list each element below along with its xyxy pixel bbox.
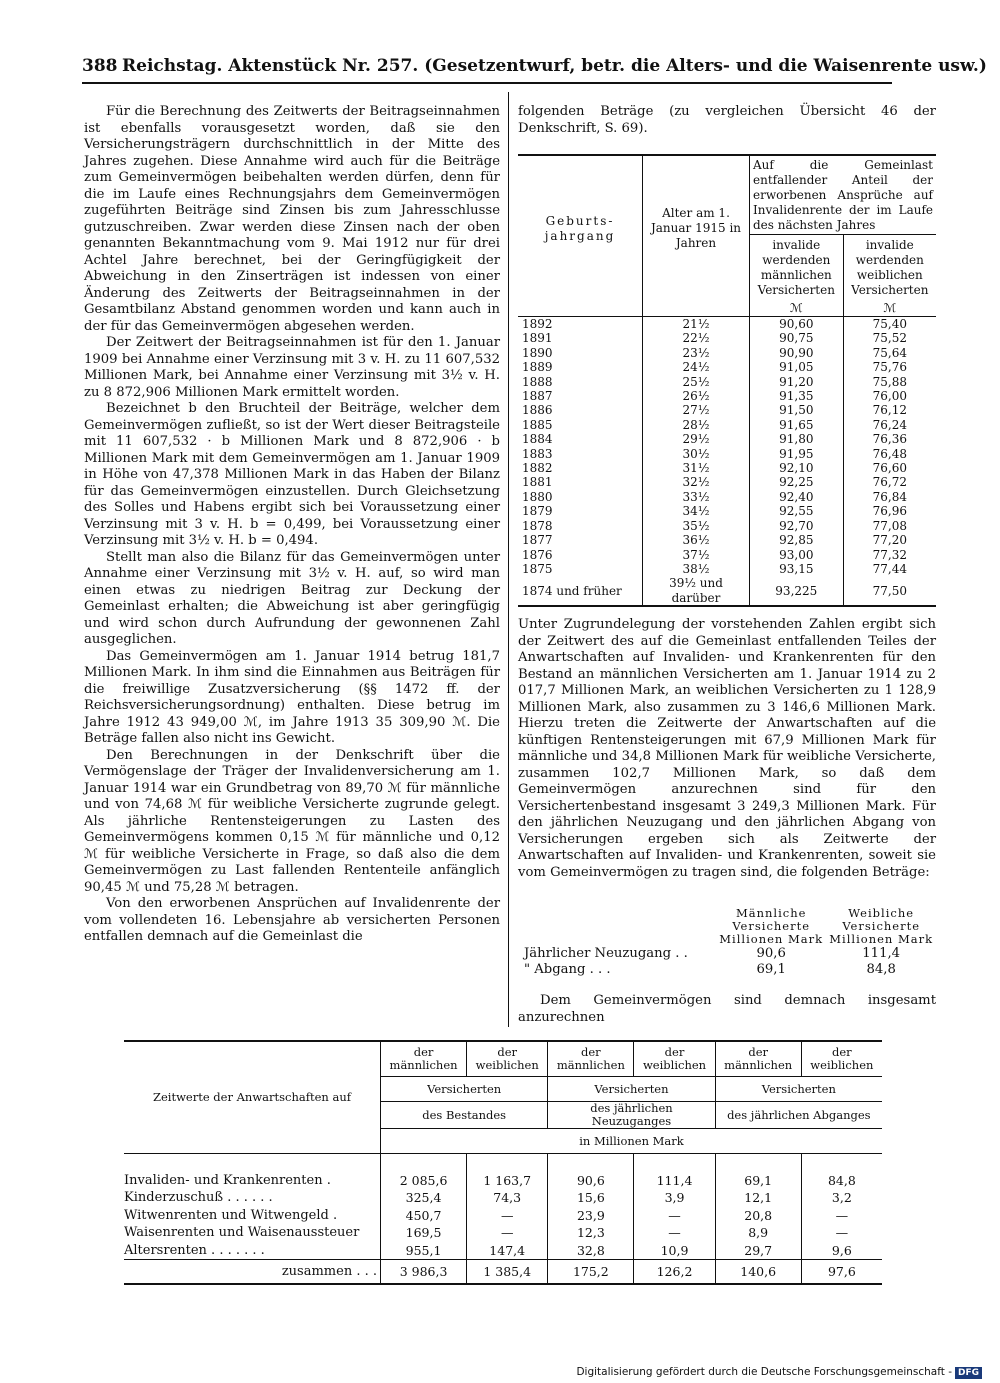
row-header: Zeitwerte der Anwartschaften auf [152, 1090, 352, 1104]
table-row [518, 403, 936, 417]
birth-year-cell: 1877 [522, 533, 553, 548]
female-value-cell: 111,4 [862, 946, 901, 961]
value-cell: — [634, 1207, 715, 1224]
male-value-cell: 92,55 [750, 504, 844, 518]
value-cell: 32,8 [548, 1242, 634, 1260]
value-cell: 450,7 [381, 1207, 467, 1224]
row-label: zusammen . . . [281, 1264, 377, 1280]
table-row [518, 533, 936, 547]
birth-year-cell: 1881 [522, 475, 553, 490]
value-cell: 15,6 [548, 1189, 634, 1206]
value-cell: 3,9 [634, 1189, 715, 1206]
birth-year-cell: 1882 [522, 461, 553, 476]
table-row [518, 389, 936, 403]
paragraph: Das Gemeinvermögen am 1. Januar 1914 betrug 181,7 Millionen Mark. In ihm sind die Einnahmen aus Beiträgen für die freiwillige Zusatzversicherung (§§ 1472 ff. der Reichsversicherungsordnung) enthalten. Diese betrug im Jahre 1912 43 949,00 ℳ, im Jahre 1913 35 309,90 ℳ. Die Beträge fallen also nicht ins Gewicht. [84, 648, 500, 746]
table-row [518, 432, 936, 446]
value-cell: 111,4 [634, 1172, 715, 1189]
age-cell: 34½ [643, 504, 750, 518]
female-value-cell: 77,32 [843, 548, 936, 562]
table-row [518, 490, 936, 504]
birth-year-cell: 1892 [522, 317, 553, 331]
summary-table [522, 907, 936, 978]
male-value-cell: 91,50 [750, 403, 844, 417]
female-value-cell: 77,20 [843, 533, 936, 547]
paragraph: Unter Zugrundelegung der vorstehenden Zahlen ergibt sich der Zeitwert des auf die Gemeinlast entfallenden Teiles der Anwartschaften auf Invaliden- und Krankenrenten für den Bestand an männlichen Versicherten am 1. Januar 1914 zu 2 017,7 Millionen Mark, an weiblichen Versicherten zu 1 128,9 Millionen Mark, also zusammen zu 3 146,6 Millionen Mark. Hierzu treten die Zeitwerte der Anwartschaften auf die künftigen Rentensteigerungen mit 67,9 Millionen Mark für männliche und 34,8 Millionen Mark für weibliche Versicherte, zusammen 102,7 Millionen Mark, so daß dem Gemeinvermögen anzurechnen sind für den Versichertenbestand insgesamt 3 249,3 Millionen Mark. Für den jährlichen Neuzugang und den jährlichen Abgang von Versicherungen ergeben sich als Zeitwerte der Anwartschaften auf Invaliden- und Krankenrenten, soweit sie vom Gemeinvermögen zu tragen sind, die folgenden Beträge: [518, 617, 936, 880]
table-row [518, 346, 936, 360]
value-cell: 126,2 [634, 1260, 715, 1285]
right-column-intro [518, 104, 936, 137]
right-column-text [518, 617, 936, 881]
age-cell: 22½ [643, 331, 750, 345]
female-value-cell: 84,8 [866, 962, 896, 977]
age-cell: 37½ [643, 548, 750, 562]
page-number: 388 [82, 56, 118, 76]
male-value-cell: 91,95 [750, 447, 844, 461]
male-value-cell: 93,225 [750, 576, 844, 606]
female-value-cell: 77,50 [843, 576, 936, 606]
male-value-cell: 90,90 [750, 346, 844, 360]
table-row [518, 418, 936, 432]
female-value-cell: 75,76 [843, 360, 936, 374]
birth-year-cell: 1891 [522, 331, 553, 346]
group-label: des Bestandes [381, 1102, 548, 1129]
male-value-cell: 92,25 [750, 475, 844, 489]
male-value-cell: 92,40 [750, 490, 844, 504]
male-label: der männlichen [715, 1041, 801, 1077]
paragraph: Stellt man also die Bilanz für das Gemeinvermögen unter Annahme einer Verzinsung mit 3½ v. H. auf, so wird man einen etwas zu niedrigen Beitrag zur Deckung der Gemeinlast erhalten; die Abweichung ist aber geringfügig und wird schon durch Aufrundung der gewonnenen Zahl ausgeglichen. [84, 549, 500, 647]
column-divider [508, 92, 509, 1027]
table-row [518, 504, 936, 518]
table-row [124, 1207, 882, 1224]
male-value-cell: 92,70 [750, 519, 844, 533]
total-row [124, 1260, 882, 1285]
male-header: invalide werdenden männlichen Versicherten [750, 235, 844, 302]
unit-female: ℳ [843, 301, 936, 317]
value-cell: — [801, 1224, 882, 1241]
value-cell: 3,2 [801, 1189, 882, 1206]
paragraph: Den Berechnungen in der Denkschrift über die Vermögenslage der Träger der Invalidenversicherung am 1. Januar 1914 war ein Grundbetrag von 89,70 ℳ für männliche und von 74,68 ℳ für weibliche Versicherte zugrunde gelegt. Als jährliche Rentensteigerungen zu Lasten des Gemeinvermögens kommen 0,15 ℳ für männliche und 0,12 ℳ für weibliche Versicherte in Frage, so daß also die dem Gemeinvermögen zu Last fallenden Rententeile anfänglich 90,45 ℳ und 75,28 ℳ betragen. [84, 747, 500, 895]
birth-year-cell: 1883 [522, 446, 553, 461]
male-column-header: Männliche Versicherte Millionen Mark [719, 906, 824, 946]
birth-year-cell: 1874 und früher [522, 583, 622, 598]
birth-year-cell: 1878 [522, 518, 553, 533]
birth-year-cell: 1886 [522, 403, 553, 418]
age-cell: 39½ und darüber [643, 576, 750, 606]
table-row [518, 375, 936, 389]
value-cell: — [467, 1207, 548, 1224]
male-value-cell: 91,65 [750, 418, 844, 432]
table-row [518, 317, 936, 332]
table-row [124, 1242, 882, 1260]
value-cell: — [801, 1207, 882, 1224]
female-value-cell: 76,24 [843, 418, 936, 432]
age-cell: 25½ [643, 375, 750, 389]
value-cell: 12,3 [548, 1224, 634, 1241]
age-cell: 24½ [643, 360, 750, 374]
row-label: " Abgang . . . [524, 962, 611, 977]
male-value-cell: 90,75 [750, 331, 844, 345]
age-cell: 36½ [643, 533, 750, 547]
male-value-cell: 92,85 [750, 533, 844, 547]
insured-label: Versicherten [381, 1077, 548, 1102]
birth-year-cell: 1876 [522, 547, 553, 562]
row-label: Kinderzuschuß . . . . . . [124, 1190, 273, 1206]
birth-year-cell: 1884 [522, 432, 553, 447]
row-label: Altersrenten . . . . . . . [124, 1242, 265, 1258]
birth-year-cell: 1885 [522, 417, 553, 432]
birth-year-cell: 1887 [522, 389, 553, 404]
table-row [518, 331, 936, 345]
female-header: invalide werdenden weiblichen Versicherten [843, 235, 936, 302]
right-closing [518, 993, 936, 1026]
value-cell: 1 163,7 [467, 1172, 548, 1189]
female-value-cell: 76,72 [843, 475, 936, 489]
footer-text: Digitalisierung gefördert durch die Deutsche Forschungsgemeinschaft - [576, 1366, 952, 1378]
bottom-table [124, 1040, 882, 1285]
value-cell: 1 385,4 [467, 1260, 548, 1285]
value-cell: 69,1 [715, 1172, 801, 1189]
male-value-cell: 91,20 [750, 375, 844, 389]
group-label: des jährlichen Abganges [715, 1102, 882, 1129]
female-value-cell: 76,00 [843, 389, 936, 403]
female-column-header: Weibliche Versicherte Millionen Mark [829, 906, 934, 946]
paragraph: Dem Gemeinvermögen sind demnach insgesamt anzurechnen [518, 993, 936, 1025]
value-cell: 955,1 [381, 1242, 467, 1260]
birth-year-cell: 1889 [522, 360, 553, 375]
female-value-cell: 76,12 [843, 403, 936, 417]
female-label: der weiblichen [467, 1041, 548, 1077]
paragraph: Der Zeitwert der Beitragseinnahmen ist für den 1. Januar 1909 bei Annahme einer Verzinsung mit 3 v. H. zu 11 607,532 Millionen Mark, bei Annahme einer Verzinsung mit 3½ v. H. zu 8 872,906 Millionen Mark ermittelt worden. [84, 335, 500, 400]
male-value-cell: 69,1 [756, 962, 786, 977]
birth-year-cell: 1890 [522, 345, 553, 360]
value-cell: 140,6 [715, 1260, 801, 1285]
table-row [518, 519, 936, 533]
value-cell: 325,4 [381, 1189, 467, 1206]
table-row [124, 1172, 882, 1189]
value-cell: 90,6 [548, 1172, 634, 1189]
male-value-cell: 91,80 [750, 432, 844, 446]
paragraph: Bezeichnet b den Bruchteil der Beiträge, welcher dem Gemeinvermögen zufließt, so ist der Wert dieser Beitragsteile mit 11 607,532 · b Millionen Mark und 8 872,906 · b Millionen Mark mit dem Gemeinvermögen am 1. Januar 1909 in Höhe von 47,378 Millionen Mark in das Haben der Bilanz für das Gemeinvermögen einzustellen. Durch Gleichsetzung des Solles und Habens ergibt sich bei Voraussetzung einer Verzinsung mit 3 v. H. b = 0,499, bei Voraussetzung einer Verzinsung mit 3½ v. H. b = 0,494. [84, 401, 500, 548]
female-value-cell: 75,88 [843, 375, 936, 389]
female-value-cell: 76,48 [843, 447, 936, 461]
unit-label: in Millionen Mark [381, 1129, 883, 1154]
value-cell: 23,9 [548, 1207, 634, 1224]
table-row [124, 1224, 882, 1241]
female-value-cell: 75,64 [843, 346, 936, 360]
footer-credit [576, 1366, 982, 1379]
female-label: der weiblichen [801, 1041, 882, 1077]
table-row [518, 576, 936, 606]
age-cell: 32½ [643, 475, 750, 489]
female-value-cell: 77,08 [843, 519, 936, 533]
table-row [518, 548, 936, 562]
birth-year-cell: 1888 [522, 374, 553, 389]
age-cell: 26½ [643, 389, 750, 403]
table-row [124, 1189, 882, 1206]
value-cell: 169,5 [381, 1224, 467, 1241]
left-column [84, 104, 500, 946]
value-cell: 175,2 [548, 1260, 634, 1285]
value-cell: 74,3 [467, 1189, 548, 1206]
male-value-cell: 93,00 [750, 548, 844, 562]
insured-label: Versicherten [548, 1077, 715, 1102]
female-value-cell: 76,96 [843, 504, 936, 518]
female-value-cell: 76,36 [843, 432, 936, 446]
age-cell: 23½ [643, 346, 750, 360]
table-row [518, 447, 936, 461]
birth-year-cell: 1875 [522, 561, 553, 576]
age-cell: 28½ [643, 418, 750, 432]
age-cell: 33½ [643, 490, 750, 504]
male-value-cell: 90,6 [756, 946, 786, 961]
age-cell: 29½ [643, 432, 750, 446]
age-cell: 30½ [643, 447, 750, 461]
value-cell: 147,4 [467, 1242, 548, 1260]
female-value-cell: 75,52 [843, 331, 936, 345]
age-table [518, 154, 936, 607]
age-cell: 27½ [643, 403, 750, 417]
page-header [82, 52, 987, 84]
share-header: Auf die Gemeinlast entfallender Anteil der erworbenen Ansprüche auf Invalidenrente der im Laufe des nächsten Jahres [750, 155, 937, 235]
table-row [522, 946, 936, 962]
female-value-cell: 77,44 [843, 562, 936, 576]
female-value-cell: 76,84 [843, 490, 936, 504]
age-cell: 31½ [643, 461, 750, 475]
unit-male: ℳ [750, 301, 844, 317]
value-cell: 9,6 [801, 1242, 882, 1260]
value-cell: — [634, 1224, 715, 1241]
table-row [518, 461, 936, 475]
male-value-cell: 90,60 [750, 317, 844, 332]
female-value-cell: 75,40 [843, 317, 936, 332]
value-cell: 3 986,3 [381, 1260, 467, 1285]
age-cell: 35½ [643, 519, 750, 533]
row-label: Invaliden- und Krankenrenten . [124, 1173, 331, 1188]
female-label: der weiblichen [634, 1041, 715, 1077]
value-cell: 12,1 [715, 1189, 801, 1206]
paragraph: Für die Berechnung des Zeitwerts der Beitragseinnahmen ist ebenfalls vorausgesetzt worden, daß sie den Versicherungsträgern durchschnittlich in der Mitte des Jahres zugehen. Diese Annahme wird auch für die Beiträge zum Gemeinvermögen beibehalten werden dürfen, denn für die im Laufe eines Rechnungsjahrs dem Gemeinvermögen zugeführten Beiträge sind Zinsen bis zum Jahresschlusse gutzuschreiben. Zwar werden diese Zinsen nach der oben genannten Bekanntmachung vom 9. Mai 1912 nur für drei Achtel Jahre berechnet, bei der Geringfügigkeit der Abweichung in den Zinserträgen ist indessen von einer Änderung des Zeitwerts der Beitragseinnahmen in der Gesamtbilanz Abstand genommen worden und kann auch in der für das Gemeinvermögen abgesehen werden. [84, 104, 500, 334]
table-row [518, 360, 936, 374]
table-row [518, 562, 936, 576]
age-cell: 38½ [643, 562, 750, 576]
value-cell: 8,9 [715, 1224, 801, 1241]
age-header: Alter am 1. Januar 1915 in Jahren [643, 155, 750, 301]
paragraph: Von den erworbenen Ansprüchen auf Invalidenrente der vom vollendeten 16. Lebensjahre ab versicherten Personen entfallen demnach auf die Gemeinlast die [84, 896, 500, 944]
male-value-cell: 93,15 [750, 562, 844, 576]
value-cell: 20,8 [715, 1207, 801, 1224]
male-label: der männlichen [381, 1041, 467, 1077]
value-cell: 97,6 [801, 1260, 882, 1285]
value-cell: 84,8 [801, 1172, 882, 1189]
value-cell: 29,7 [715, 1242, 801, 1260]
age-cell: 21½ [643, 317, 750, 332]
paragraph: folgenden Beträge (zu vergleichen Übersicht 46 der Denkschrift, S. 69). [518, 104, 936, 136]
row-label: Jährlicher Neuzugang . . [524, 946, 688, 961]
male-label: der männlichen [548, 1041, 634, 1077]
male-value-cell: 92,10 [750, 461, 844, 475]
value-cell: 10,9 [634, 1242, 715, 1260]
male-value-cell: 91,35 [750, 389, 844, 403]
row-label: Witwenrenten und Witwengeld . [124, 1207, 338, 1223]
birth-year-cell: 1879 [522, 504, 553, 519]
female-value-cell: 76,60 [843, 461, 936, 475]
value-cell: 2 085,6 [381, 1172, 467, 1189]
page-title: Reichstag. Aktenstück Nr. 257. (Gesetzentwurf, betr. die Alters- und die Waisenrente usw.) [122, 56, 987, 76]
birth-year-header: Geburts-jahrgang [544, 213, 616, 243]
table-row [518, 475, 936, 489]
table-row [522, 962, 936, 978]
value-cell: — [467, 1224, 548, 1241]
male-value-cell: 91,05 [750, 360, 844, 374]
group-label: des jährlichen Neuzuganges [548, 1102, 715, 1129]
dfg-logo: DFG [955, 1367, 982, 1379]
insured-label: Versicherten [715, 1077, 882, 1102]
birth-year-cell: 1880 [522, 489, 553, 504]
row-label: Waisenrenten und Waisenaussteuer [124, 1225, 360, 1241]
